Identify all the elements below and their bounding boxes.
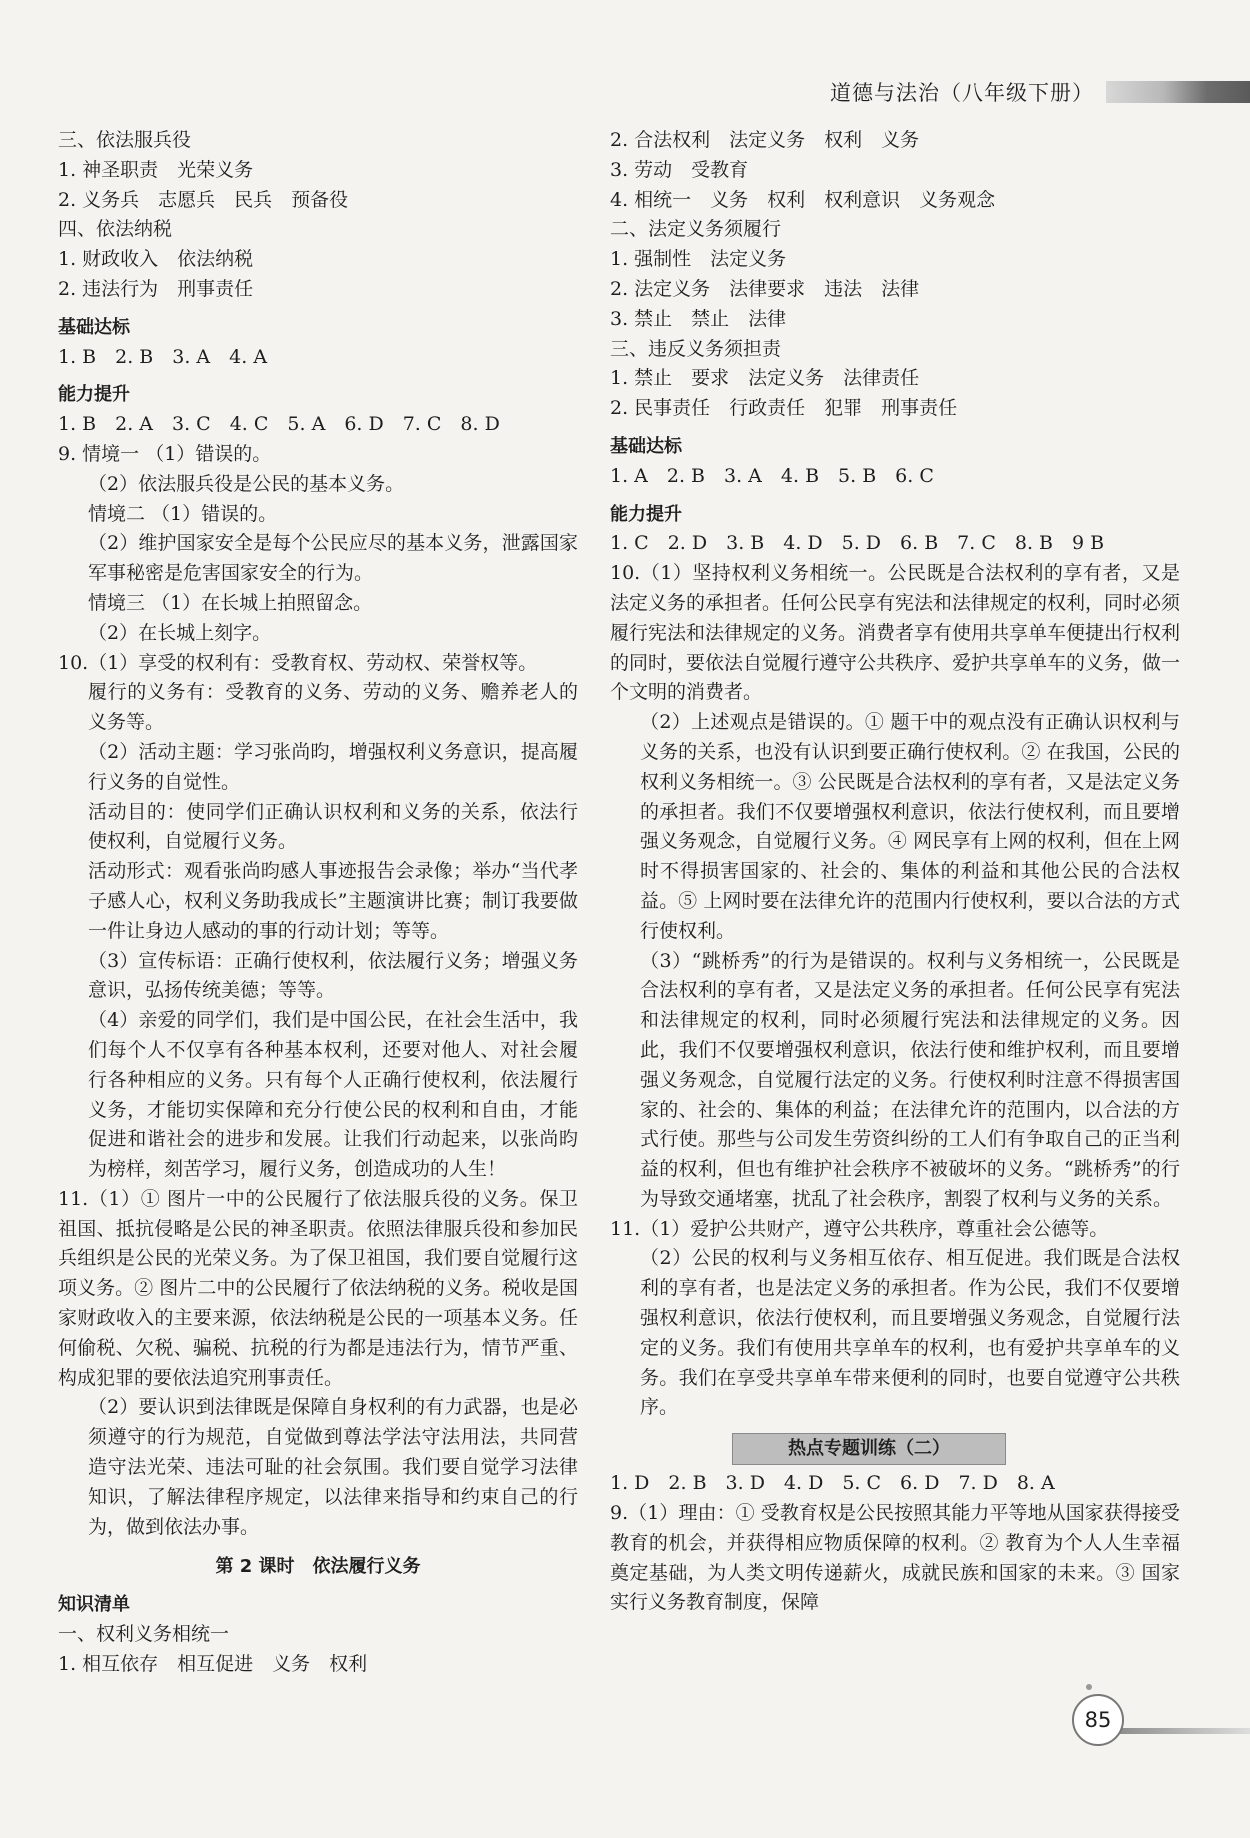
answer-line: 2. 民事责任 行政责任 犯罪 刑事责任	[610, 397, 958, 420]
answer-line: 三、违反义务须担责	[610, 337, 782, 360]
answer-line: 1. 财政收入 依法纳税	[58, 248, 254, 271]
answer-paragraph: （3）“跳桥秀”的行为是错误的。权利与义务相统一，公民既是合法权利的享有者，又是法定义务的承担者。任何公民享有宪法和法律规定的权利，同时必须履行宪法和法律规定的义务。因此，我们不仅要增强权利意识，依法行使和维护权利，而且要增强义务观念，自觉履行法定的义务。行使权利时注意不得损害国家的、社会的、集体的利益；在法律允许的范围内，以合法的方式行使。那些与公司发生劳资纠纷的工人们有争取自己的正当利益的权利，但也有维护社会秩序不被破坏的义务。“跳桥秀”的行为导致交通堵塞，扰乱了社会秩序，割裂了权利与义务的关系。	[640, 949, 1180, 1210]
answer-line: 4. 相统一 义务 权利 权利意识 义务观念	[610, 188, 996, 211]
answer-paragraph: （3）宣传标语：正确行使权利，依法履行义务；增强义务意识，弘扬传统美德；等等。	[88, 949, 578, 1002]
answer-line: （2）依法服兵役是公民的基本义务。	[88, 472, 405, 495]
answer-paragraph: 10.（1）坚持权利义务相统一。公民既是合法权利的享有者，又是法定义务的承担者。任何公民享有宪法和法律规定的权利，同时必须履行宪法和法律规定的义务。消费者享有使用共享单车便捷出行权利的同时，要依法自觉履行遵守公共秩序、爱护共享单车的义务，做一个文明的消费者。	[610, 562, 1181, 704]
answer-paragraph: （2）活动主题：学习张尚昀，增强权利义务意识，提高履行义务的自觉性。	[88, 740, 578, 793]
page-dot	[1086, 1684, 1092, 1690]
answer-line: 1. B 2. B 3. A 4. A	[58, 345, 268, 368]
page-header	[830, 78, 1250, 106]
answer-paragraph: 9.（1）理由：① 受教育权是公民按照其能力平等地从国家获得接受教育的机会，并获得相应物质保障的权利。② 教育为个人人生幸福奠定基础，为人类文明传递薪火，成就民族和国家的未来。③ 国家实行义务教育制度，保障	[610, 1502, 1180, 1614]
answer-line: 情境三 （1）在长城上拍照留念。	[88, 591, 373, 614]
page-number: 85	[1072, 1694, 1124, 1746]
answer-line: 2. 义务兵 志愿兵 民兵 预备役	[58, 188, 349, 211]
answer-line: 1. 神圣职责 光荣义务	[58, 158, 254, 181]
answer-line: （2）在长城上刻字。	[88, 621, 272, 644]
answer-paragraph: 活动目的：使同学们正确认识权利和义务的关系，依法行使权利，自觉履行义务。	[88, 800, 578, 853]
answer-line: 10.（1）享受的权利有：受教育权、劳动权、荣誉权等。	[58, 651, 538, 674]
section-heading: 基础达标	[610, 435, 682, 457]
answer-line: 11.（1）爱护公共财产，遵守公共秩序，尊重社会公德等。	[610, 1217, 1109, 1240]
left-column	[58, 126, 578, 1680]
answer-line: 1. D 2. B 3. D 4. D 5. C 6. D 7. D 8. A	[610, 1472, 1055, 1495]
answer-line: 9. 情境一 （1）错误的。	[58, 442, 272, 465]
answer-line: 三、依法服兵役	[58, 129, 192, 151]
answer-line: 一、权利义务相统一	[58, 1623, 230, 1646]
answer-line: 2. 法定义务 法律要求 违法 法律	[610, 277, 920, 300]
answer-line: 1. 禁止 要求 法定义务 法律责任	[610, 367, 920, 390]
section-heading: 能力提升	[610, 503, 682, 525]
answer-line: 3. 劳动 受教育	[610, 158, 749, 181]
footer-line	[1110, 1728, 1250, 1734]
answer-line: 二、法定义务须履行	[610, 218, 782, 241]
right-column	[610, 126, 1180, 1618]
answer-paragraph: （4）亲爱的同学们，我们是中国公民，在社会生活中，我们每个人不仅享有各种基本权利，还要对他人、对社会履行各种相应的义务。只有每个人正确行使权利，依法履行义务，才能切实保障和充分行使公民的权利和自由，才能促进和谐社会的进步和发展。让我们行动起来，以张尚昀为榜样，刻苦学习，履行义务，创造成功的人生！	[88, 1009, 578, 1181]
header-bar	[1106, 81, 1250, 103]
lesson-title: 第 2 课时 依法履行义务	[215, 1556, 421, 1578]
book-title: 道德与法治（八年级下册）	[830, 81, 1094, 105]
answer-paragraph: 履行的义务有：受教育的义务、劳动的义务、赡养老人的义务等。	[88, 681, 578, 734]
answer-line: 1. 相互依存 相互促进 义务 权利	[58, 1652, 368, 1675]
answer-line: 3. 禁止 禁止 法律	[610, 307, 787, 330]
section-heading: 知识清单	[58, 1594, 130, 1616]
answer-line: 1. A 2. B 3. A 4. B 5. B 6. C	[610, 464, 934, 487]
answer-paragraph: （2）要认识到法律既是保障自身权利的有力武器，也是必须遵守的行为规范，自觉做到尊法学法守法用法，共同营造守法光荣、违法可耻的社会氛围。我们要自觉学习法律知识，了解法律程序规定，以法律来指导和约束自己的行为，做到依法办事。	[88, 1396, 578, 1538]
answer-paragraph: （2）公民的权利与义务相互依存、相互促进。我们既是合法权利的享有者，也是法定义务的承担者。作为公民，我们不仅要增强权利意识，依法行使权利，而且要增强义务观念，自觉履行法定的义务。我们有使用共享单车的权利，也有爱护共享单车的义务。我们在享受共享单车带来便利的同时，也要自觉遵守公共秩序。	[640, 1247, 1180, 1419]
section-heading: 能力提升	[58, 384, 130, 406]
answer-paragraph: （2）维护国家安全是每个公民应尽的基本义务，泄露国家军事秘密是危害国家安全的行为。	[88, 532, 578, 585]
answer-line: 情境二 （1）错误的。	[88, 502, 278, 525]
answer-paragraph: 活动形式：观看张尚昀感人事迹报告会录像；举办“当代孝子感人心，权利义务助我成长”主题演讲比赛；制订我要做一件让身边人感动的事的行动计划；等等。	[88, 860, 578, 942]
answer-line: 2. 合法权利 法定义务 权利 义务	[610, 129, 920, 151]
answer-paragraph: 11.（1）① 图片一中的公民履行了依法服兵役的义务。保卫祖国、抵抗侵略是公民的神圣职责。依照法律服兵役和参加民兵组织是公民的光荣义务。为了保卫祖国，我们要自觉履行这项义务。② 图片二中的公民履行了依法纳税的义务。税收是国家财政收入的主要来源，依法纳税是公民的一项基本义务。任何偷税、欠税、骗税、抗税的行为都是违法行为，情节严重、构成犯罪的要依法追究刑事责任。	[58, 1187, 578, 1389]
answer-line: 1. C 2. D 3. B 4. D 5. D 6. B 7. C 8. B 9 B	[610, 532, 1105, 555]
answer-line: 四、依法纳税	[58, 218, 173, 241]
section-heading: 基础达标	[58, 316, 130, 338]
answer-line: 1. B 2. A 3. C 4. C 5. A 6. D 7. C 8. D	[58, 413, 500, 436]
answer-paragraph: （2）上述观点是错误的。① 题干中的观点没有正确认识权利与义务的关系，也没有认识到要正确行使权利。② 在我国，公民的权利义务相统一。③ 公民既是合法权利的享有者，又是法定义务的承担者。我们不仅要增强权利意识，依法行使权利，而且要增强义务观念，自觉履行义务。④ 网民享有上网的权利，但在上网时不得损害国家的、社会的、集体的利益和其他公民的合法权益。⑤ 上网时要在法律允许的范围内行使权利，要以合法的方式行使权利。	[640, 711, 1180, 942]
hot-topic-banner: 热点专题训练（二）	[732, 1433, 1006, 1465]
answer-line: 2. 违法行为 刑事责任	[58, 277, 254, 300]
answer-line: 1. 强制性 法定义务	[610, 248, 787, 271]
